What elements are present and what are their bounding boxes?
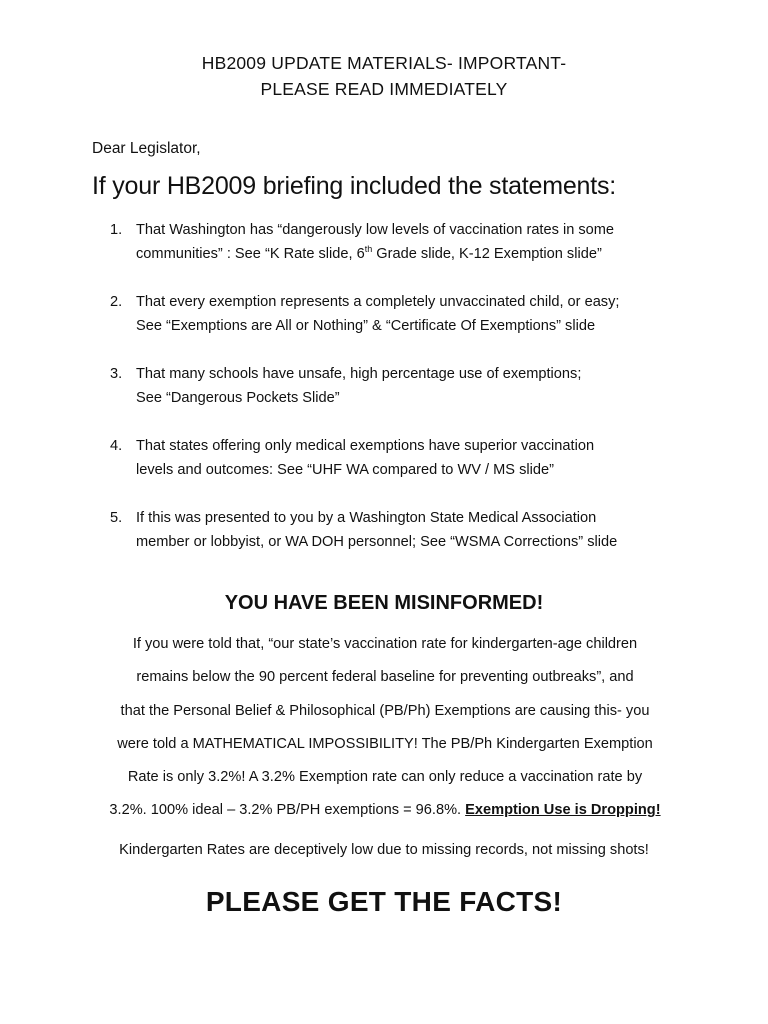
statement-item-3	[110, 362, 710, 410]
body-line-3: that the Personal Belief & Philosophical (PB/Ph) Exemptions are causing this- you	[120, 702, 650, 719]
statement-text-line-2: member or lobbyist, or WA DOH personnel; See “WSMA Corrections” slide	[136, 534, 618, 550]
statements-list	[110, 218, 710, 578]
kindergarten-note: Kindergarten Rates are deceptively low due to missing records, not missing shots!	[119, 842, 649, 858]
salutation: Dear Legislator,	[92, 140, 201, 157]
header-line-1: HB2009 UPDATE MATERIALS- IMPORTANT-	[201, 53, 567, 73]
statement-text-line-2b: Grade slide, K-12 Exemption slide”	[372, 246, 602, 262]
misinformed-heading: YOU HAVE BEEN MISINFORMED!	[224, 592, 544, 614]
body-line-6	[80, 794, 690, 827]
lead-statement: If your HB2009 briefing included the statements:	[92, 172, 617, 200]
body-line-1: If you were told that, “our state’s vaccination rate for kindergarten-age children	[132, 636, 638, 652]
facts-heading: PLEASE GET THE FACTS!	[205, 886, 563, 917]
body-line-6-text: 3.2%. 100% ideal – 3.2% PB/PH exemptions = 96.8%.	[109, 802, 466, 819]
body-line-5: Rate is only 3.2%! A 3.2% Exemption rate can only reduce a vaccination rate by	[127, 769, 643, 786]
statement-item-4	[110, 434, 710, 482]
statement-item-2	[110, 290, 710, 338]
statement-number: 5.	[110, 510, 123, 526]
statement-text-line-1: That many schools have unsafe, high percentage use of exemptions;	[136, 366, 582, 382]
body-line-2: remains below the 90 percent federal baseline for preventing outbreaks”, and	[136, 669, 634, 686]
statement-text-line-1: If this was presented to you by a Washington State Medical Association	[136, 510, 597, 526]
statement-text-line-1: That states offering only medical exemptions have superior vaccination	[136, 438, 595, 454]
statement-number: 2.	[110, 294, 123, 310]
statement-number: 3.	[110, 366, 123, 382]
statement-item-1	[110, 218, 710, 266]
document-header	[0, 50, 768, 102]
statement-number: 1.	[110, 222, 123, 238]
statement-item-5	[110, 506, 710, 554]
statement-text-line-1: That Washington has “dangerously low levels of vaccination rates in some	[136, 222, 615, 238]
statement-number: 4.	[110, 438, 123, 454]
body-paragraph	[80, 628, 690, 828]
ordinal-suffix: th	[364, 244, 373, 255]
statement-text-line-2: See “Exemptions are All or Nothing” & “Certificate Of Exemptions” slide	[136, 318, 596, 334]
statement-text-line-2a: communities” : See “K Rate slide, 6	[136, 246, 365, 262]
statement-text-line-2: levels and outcomes: See “UHF WA compared to WV / MS slide”	[136, 462, 554, 478]
statement-text-line-1: That every exemption represents a completely unvaccinated child, or easy;	[136, 294, 620, 310]
header-line-2: PLEASE READ IMMEDIATELY	[260, 79, 508, 99]
body-line-4: were told a MATHEMATICAL IMPOSSIBILITY! The PB/Ph Kindergarten Exemption	[117, 735, 653, 752]
statement-text-line-2: See “Dangerous Pockets Slide”	[136, 390, 340, 406]
exemption-dropping-emphasis: Exemption Use is Dropping!	[465, 802, 661, 819]
